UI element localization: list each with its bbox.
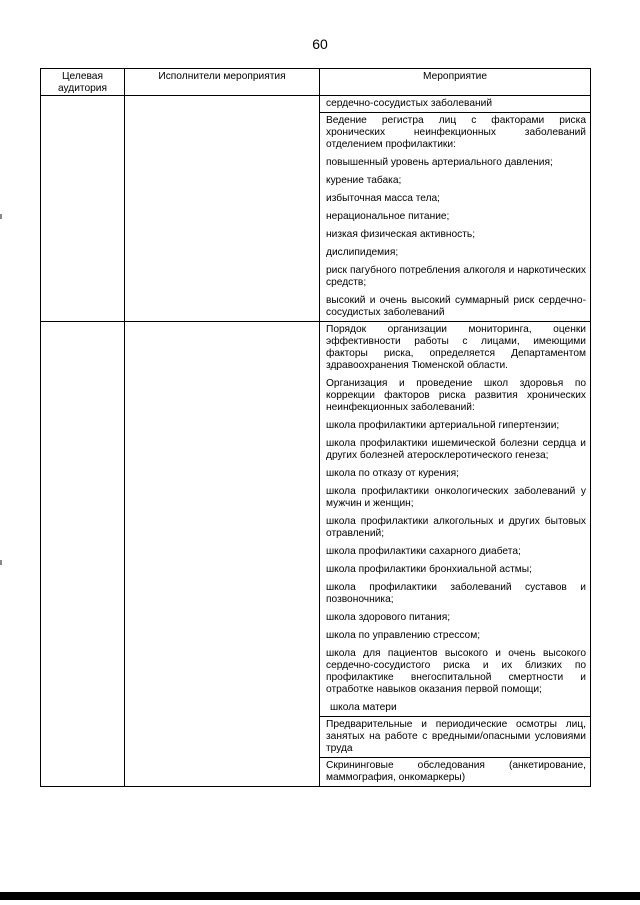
target-audience-cell bbox=[41, 96, 125, 322]
measure-cell bbox=[320, 322, 591, 787]
measure-text: Скрининговые обследования (анкетирование, маммография, онкомаркеры) bbox=[326, 760, 586, 783]
header-measure: Мероприятие bbox=[320, 69, 591, 96]
measure-text: сердечно-сосудистых заболеваний bbox=[326, 98, 493, 109]
table-row bbox=[41, 322, 591, 787]
school-item: школа профилактики артериальной гипертензии; bbox=[326, 420, 560, 431]
table-header-row bbox=[41, 69, 591, 96]
measure-subcell bbox=[320, 96, 590, 112]
risk-factor-item: высокий и очень высокий суммарный риск сердечно-сосудистых заболеваний bbox=[326, 295, 586, 318]
risk-factor-item: курение табака; bbox=[326, 175, 402, 186]
risk-factor-item: низкая физическая активность; bbox=[326, 229, 476, 240]
table-row bbox=[41, 96, 591, 322]
scan-edge-mark bbox=[0, 214, 2, 219]
school-item: школа профилактики бронхиальной астмы; bbox=[326, 564, 532, 575]
school-item: школа профилактики онкологических заболеваний у мужчин и женщин; bbox=[326, 486, 586, 509]
measure-subcell bbox=[320, 112, 590, 321]
measure-subcell bbox=[320, 757, 590, 786]
header-executors: Исполнители мероприятия bbox=[125, 69, 320, 96]
executors-cell bbox=[125, 96, 320, 322]
risk-factor-item: нерациональное питание; bbox=[326, 211, 450, 222]
risk-factor-item: повышенный уровень артериального давления; bbox=[326, 157, 553, 168]
measure-subcell bbox=[320, 716, 590, 757]
header-target-audience: Целевая аудитория bbox=[41, 69, 125, 96]
measure-text: Предварительные и периодические осмотры лиц, занятых на работе с вредными/опасными условиями труда bbox=[326, 719, 586, 754]
executors-cell bbox=[125, 322, 320, 787]
measure-subcell bbox=[320, 322, 590, 716]
school-item: школа профилактики алкогольных и других бытовых отравлений; bbox=[326, 516, 586, 539]
page-number: 60 bbox=[312, 36, 328, 52]
measures-table bbox=[40, 68, 591, 787]
scan-bottom-border bbox=[0, 892, 640, 900]
school-item: школа профилактики сахарного диабета; bbox=[326, 546, 521, 557]
school-item: школа для пациентов высокого и очень высокого сердечно-сосудистого риска и их близких по профилактике внегоспитальной смертности и отработке навыков оказания первой помощи; bbox=[326, 648, 586, 695]
risk-factor-item: риск пагубного потребления алкоголя и наркотических средств; bbox=[326, 265, 586, 288]
measure-text: Ведение регистра лиц с факторами риска хронических неинфекционных заболеваний отделением профилактики: bbox=[326, 115, 586, 150]
risk-factor-item: избыточная масса тела; bbox=[326, 193, 441, 204]
school-item: школа матери bbox=[330, 702, 397, 713]
scan-edge-mark bbox=[0, 560, 2, 565]
measure-text: Порядок организации мониторинга, оценки эффективности работы с лицами, имеющими факторы риска, определяется Департаментом здравоохранения Тюменской области. bbox=[326, 324, 586, 371]
risk-factor-item: дислипидемия; bbox=[326, 247, 399, 258]
school-item: школа по управлению стрессом; bbox=[326, 630, 481, 641]
target-audience-cell bbox=[41, 322, 125, 787]
school-item: школа профилактики заболеваний суставов и позвоночника; bbox=[326, 582, 586, 605]
school-item: школа здорового питания; bbox=[326, 612, 451, 623]
measure-cell bbox=[320, 96, 591, 322]
school-item: школа профилактики ишемической болезни сердца и других болезней атеросклеротического генеза; bbox=[326, 438, 586, 461]
school-item: школа по отказу от курения; bbox=[326, 468, 459, 479]
measure-text: Организация и проведение школ здоровья по коррекции факторов риска развития хронических неинфекционных заболеваний: bbox=[326, 378, 586, 413]
